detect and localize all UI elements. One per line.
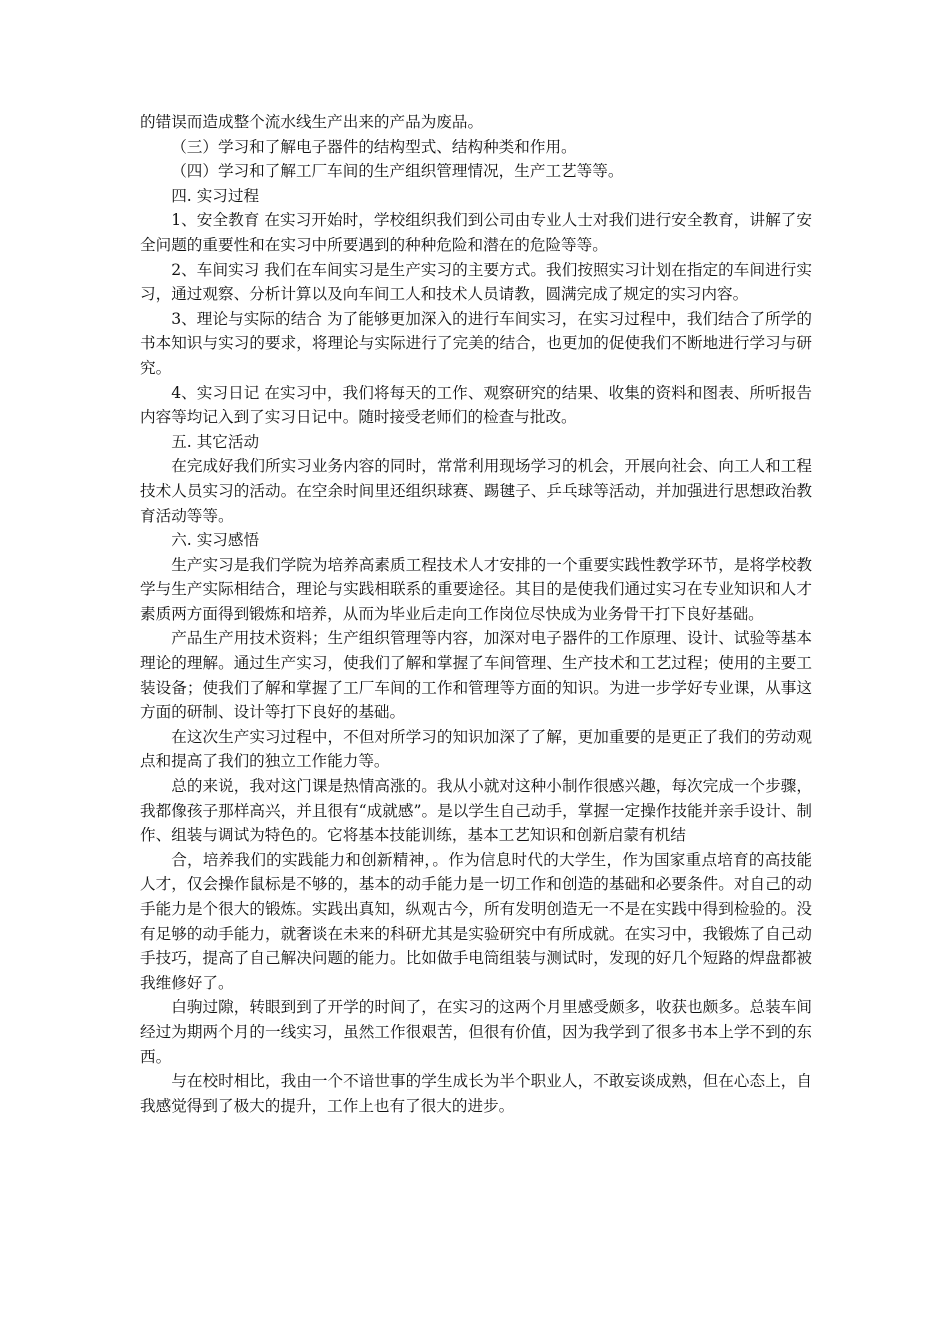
paragraph-reflection-2: 产品生产用技术资料；生产组织管理等内容，加深对电子器件的工作原理、设计、试验等基本理论的理解。通过生产实习，使我们了解和掌握了车间管理、生产技术和工艺过程；使用的主要工装设备；使我们了解和掌握了工厂车间的工作和管理等方面的知识。为进一步学好专业课，从事这方面的研制、设计等打下良好的基础。 [140, 629, 812, 722]
list-item-4: （四）学习和了解工厂车间的生产组织管理情况，生产工艺等等。 [171, 162, 624, 181]
paragraph-theory-practice: 3、理论与实际的结合 为了能够更加深入的进行车间实习，在实习过程中，我们结合了所学的书本知识与实习的要求，将理论与实际进行了完美的结合，也更加的促使我们不断地进行学习与研究。 [140, 309, 812, 377]
document-page [140, 110, 812, 1118]
paragraph-continuation: 的错误而造成整个流水线生产出来的产品为废品。 [140, 113, 484, 131]
paragraph-reflection-1: 生产实习是我们学院为培养高素质工程技术人才安排的一个重要实践性教学环节，是将学校教学与生产实际相结合，理论与实践相联系的重要途径。其目的是使我们通过实习在专业知识和人才素质两方面得到锻炼和培养，从而为毕业后走向工作岗位尽快成为业务骨干打下良好基础。 [140, 555, 812, 623]
paragraph-other-activities: 在完成好我们所实习业务内容的同时，常常利用现场学习的机会，开展向社会、向工人和工程技术人员实习的活动。在空余时间里还组织球赛、踢毽子、乒乓球等活动，并加强进行思想政治教育活动等等。 [140, 457, 812, 525]
paragraph-reflection-5: 合，培养我们的实践能力和创新精神，。作为信息时代的大学生，作为国家重点培育的高技能人才，仅会操作鼠标是不够的，基本的动手能力是一切工作和创造的基础和必要条件。对自己的动手能力是个很大的锻炼。实践出真知，纵观古今，所有发明创造无一不是在实践中得到检验的。没有足够的动手能力，就奢谈在未来的科研尤其是实验研究中有所成就。在实习中，我锻炼了自己动手技巧，提高了自己解决问题的能力。比如做手电筒组装与测试时，发现的好几个短路的焊盘都被我维修好了。 [140, 850, 812, 992]
paragraph-reflection-3: 在这次生产实习过程中，不但对所学习的知识加深了了解，更加重要的是更正了我们的劳动观点和提高了我们的独立工作能力等。 [140, 727, 812, 771]
paragraph-reflection-6: 白驹过隙，转眼到到了开学的时间了，在实习的这两个月里感受颇多，收获也颇多。总装车间经过为期两个月的一线实习，虽然工作很艰苦，但很有价值，因为我学到了很多书本上学不到的东西。 [140, 998, 812, 1066]
paragraph-reflection-4: 总的来说，我对这门课是热情高涨的。我从小就对这种小制作很感兴趣，每次完成一个步骤，我都像孩子那样高兴，并且很有“成就感”。是以学生自己动手，掌握一定操作技能并亲手设计、制作、组装与调试为特色的。它将基本技能训练，基本工艺知识和创新启蒙有机结 [140, 777, 812, 845]
paragraph-practice-diary: 4、实习日记 在实习中，我们将每天的工作、观察研究的结果、收集的资料和图表、所听报告内容等均记入到了实习日记中。随时接受老师们的检查与批改。 [140, 383, 812, 427]
paragraph-safety-education: 1、安全教育 在实习开始时，学校组织我们到公司由专业人士对我们进行安全教育，讲解了安全问题的重要性和在实习中所要遇到的种种危险和潜在的危险等等。 [140, 211, 812, 254]
section-heading-reflections: 六. 实习感悟 [171, 531, 260, 550]
section-heading-process: 四. 实习过程 [171, 186, 260, 205]
paragraph-workshop-practice: 2、车间实习 我们在车间实习是生产实习的主要方式。我们按照实习计划在指定的车间进行实习，通过观察、分析计算以及向车间工人和技术人员请教，圆满完成了规定的实习内容。 [140, 260, 812, 304]
list-item-3: （三）学习和了解电子器件的结构型式、结构种类和作用。 [171, 137, 577, 156]
paragraph-reflection-7: 与在校时相比，我由一个不谙世事的学生成长为半个职业人，不敢妄谈成熟，但在心态上，自我感觉得到了极大的提升，工作上也有了很大的进步。 [140, 1072, 812, 1115]
section-heading-other-activities: 五. 其它活动 [171, 432, 260, 451]
